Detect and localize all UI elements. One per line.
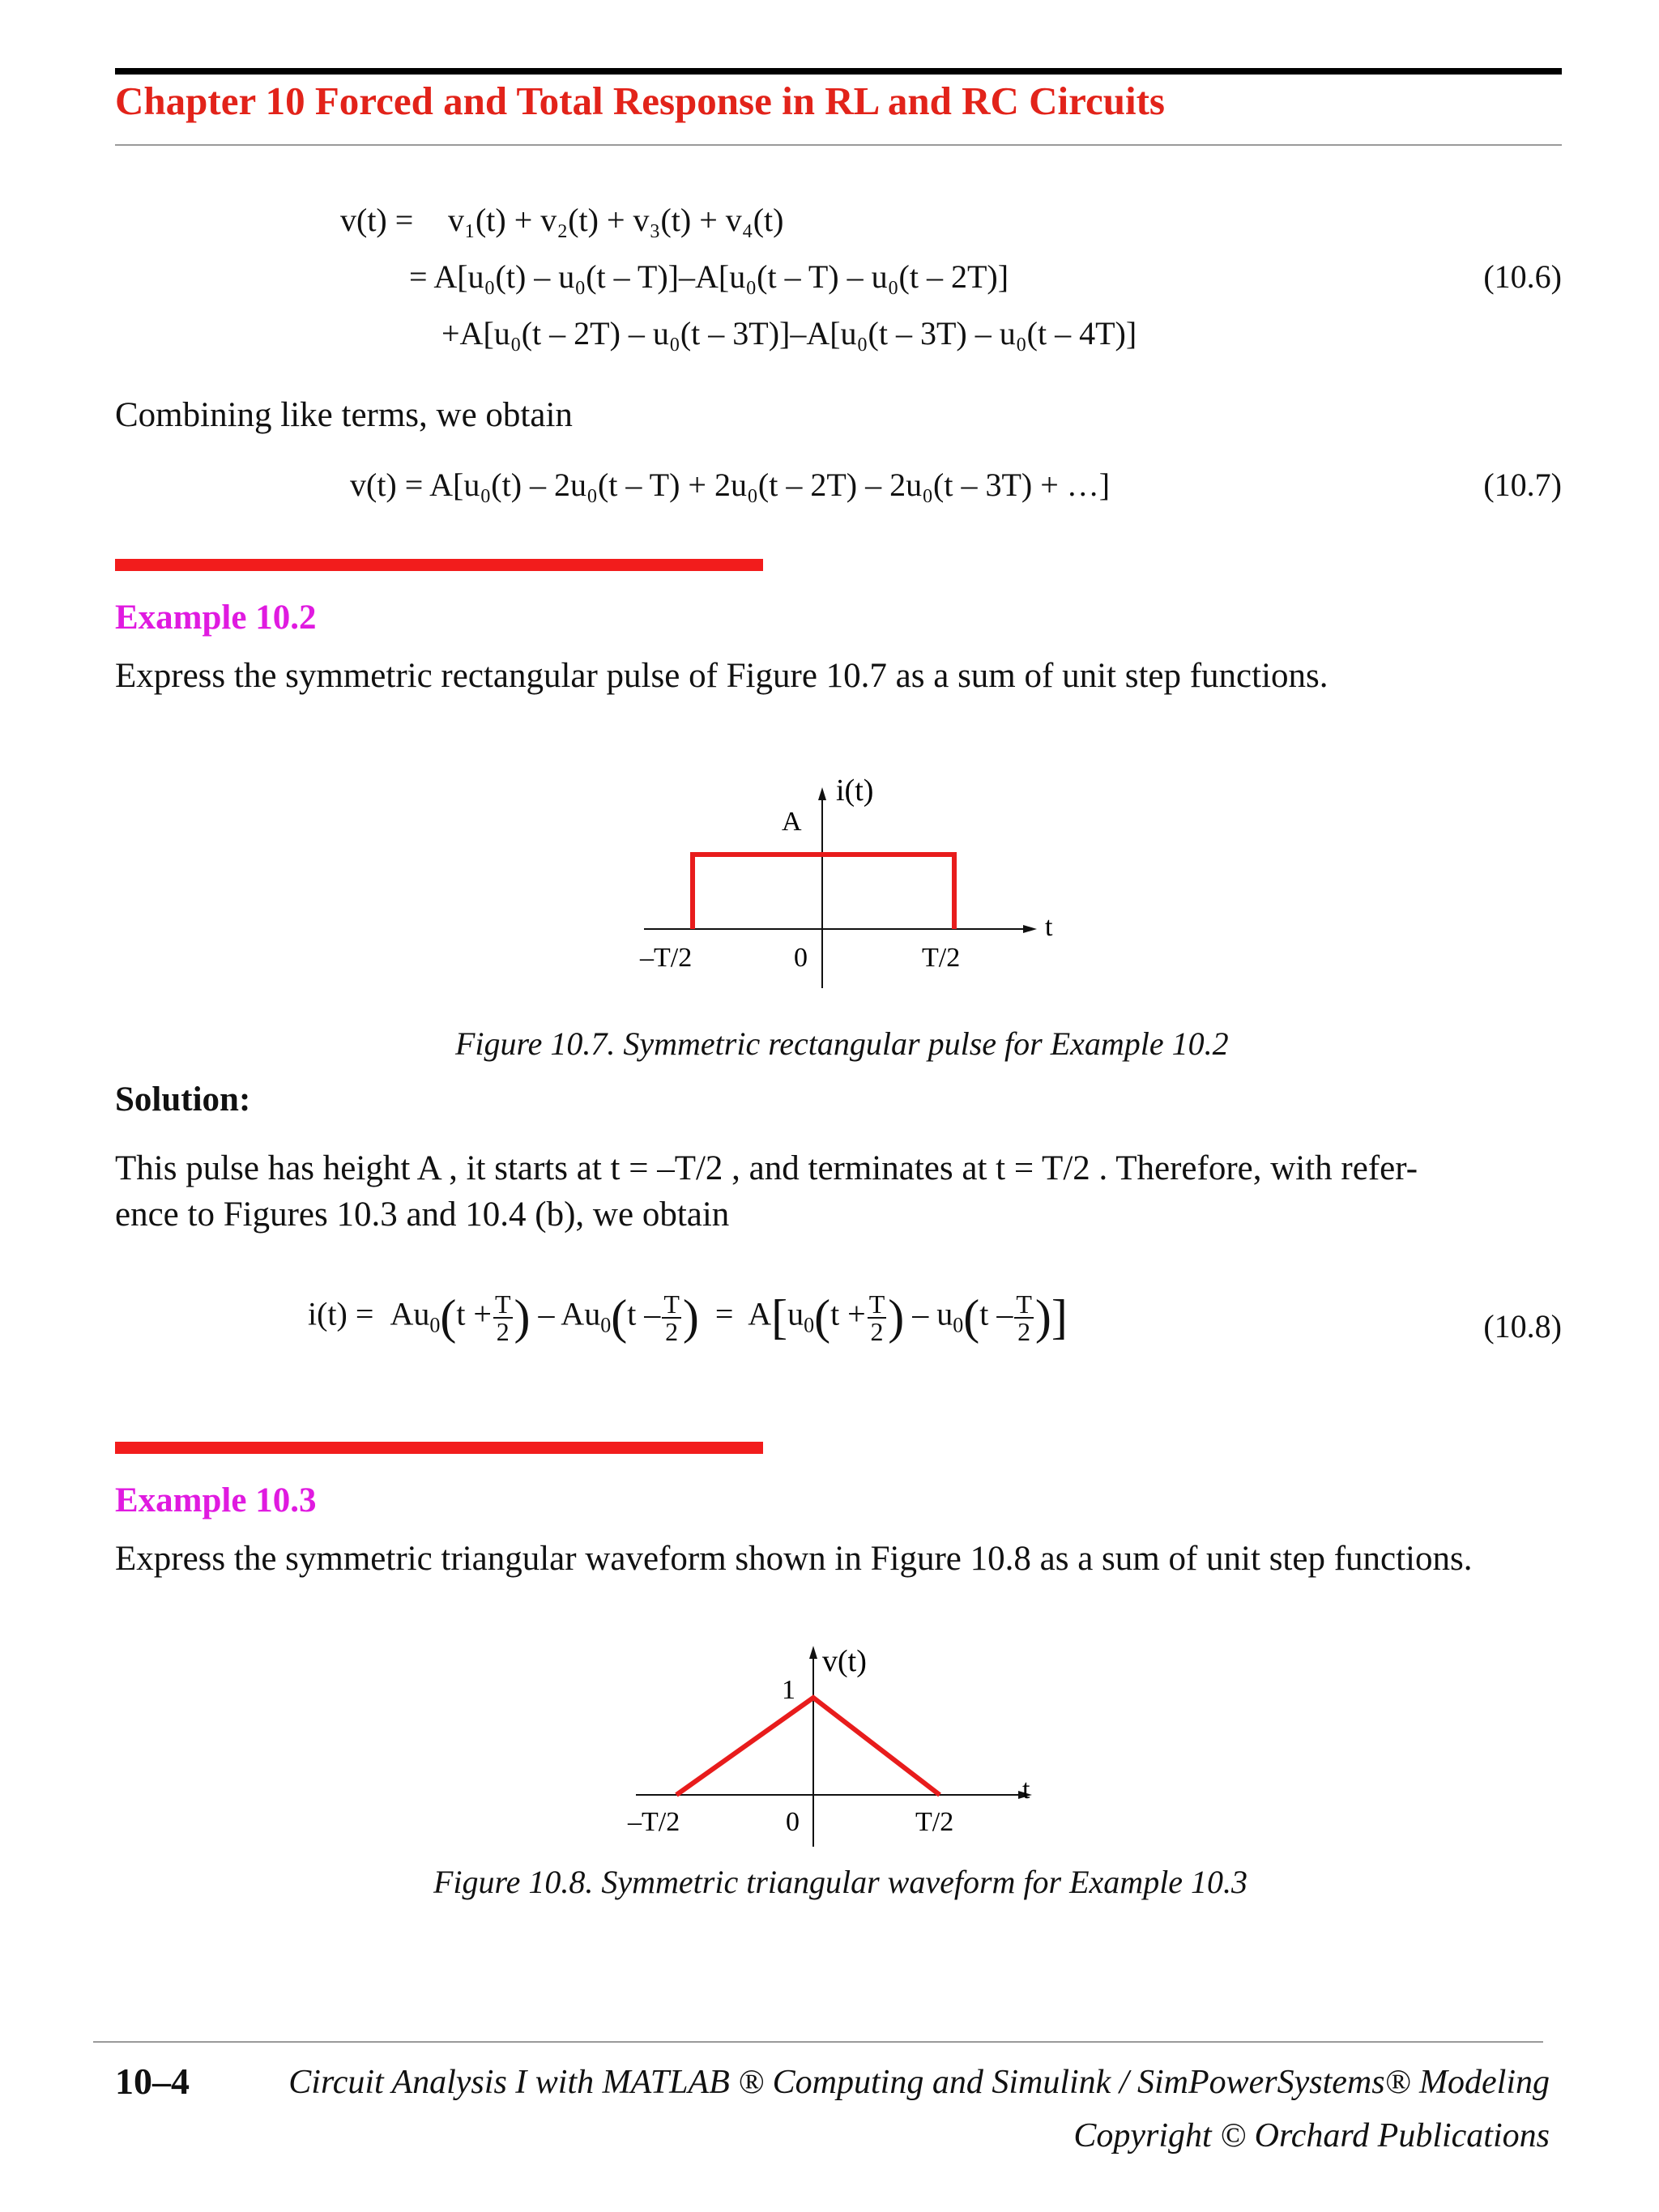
- eq-10-7-number: (10.7): [1483, 467, 1562, 503]
- eq-10-6-line3: +A[u₀(t – 2T) – u₀(t – 3T)]–A[u₀(t – 3T) – u₀(t – 4T)]: [441, 315, 1137, 352]
- fig7-x-label: t: [1045, 912, 1053, 942]
- header-top-rule: [115, 68, 1562, 75]
- eq-10-8-number: (10.8): [1483, 1308, 1562, 1345]
- solution-line2: ence to Figures 10.3 and 10.4 (b), we obtain: [115, 1196, 730, 1234]
- fig8-left-tick: –T/2: [628, 1807, 680, 1837]
- fig7-origin: 0: [794, 943, 808, 973]
- combining-text: Combining like terms, we obtain: [115, 396, 573, 434]
- fig7-height-label: A: [782, 807, 802, 837]
- fig7-left-tick: –T/2: [640, 943, 693, 973]
- eq-10-6-line1-lhs: v(t) =: [340, 202, 414, 238]
- fig8-peak-label: 1: [782, 1675, 795, 1705]
- fig7-pulse-waveform: [693, 855, 954, 929]
- eq-10-6-line2: = A[u₀(t) – u₀(t – T)]–A[u₀(t – T) – u₀(t – 2T)]: [409, 258, 1009, 295]
- eq-10-6-number: (10.6): [1483, 258, 1562, 295]
- fig7-right-tick: T/2: [922, 943, 961, 973]
- example-10-3-divider: [115, 1442, 763, 1454]
- fig7-y-label: i(t): [836, 774, 874, 808]
- example-10-3-statement: Express the symmetric triangular waveform shown in Figure 10.8 as a sum of unit step functions.: [115, 1540, 1473, 1578]
- footer-page-number: 10–4: [115, 2061, 190, 2102]
- example-10-2-divider: [115, 559, 763, 571]
- footer-rule: [93, 2041, 1543, 2043]
- example-10-3-title: Example 10.3: [115, 1481, 317, 1519]
- eq-10-8-lhs: i(t) =: [308, 1295, 374, 1332]
- footer-book-title: Circuit Analysis I with MATLAB ® Computing and Simulink / SimPowerSystems® Modeling: [288, 2064, 1550, 2101]
- figure-10-7-caption: Figure 10.7. Symmetric rectangular pulse for Example 10.2: [455, 1025, 1229, 1062]
- fig7-y-arrow: [818, 787, 826, 800]
- fig8-origin: 0: [786, 1807, 800, 1837]
- fig8-x-label: t: [1022, 1775, 1030, 1805]
- example-10-2-statement: Express the symmetric rectangular pulse of Figure 10.7 as a sum of unit step functions.: [115, 657, 1328, 695]
- solution-line1: This pulse has height A , it starts at t = –T/2 , and terminates at t = T/2 . Therefore, with refer-: [115, 1149, 1418, 1187]
- footer-copyright: Copyright © Orchard Publications: [1073, 2117, 1550, 2154]
- eq-10-7: v(t) = A[u₀(t) – 2u₀(t – T) + 2u₀(t – 2T) – 2u₀(t – 3T) + …]: [350, 467, 1111, 503]
- eq-10-6-line1-rhs: v₁(t) + v₂(t) + v₃(t) + v₄(t): [448, 202, 784, 238]
- solution-label: Solution:: [115, 1080, 251, 1119]
- chapter-title: Chapter 10 Forced and Total Response in RL and RC Circuits: [115, 79, 1165, 123]
- figure-10-8: [616, 1628, 1102, 1863]
- figure-10-7: [616, 769, 1102, 996]
- example-10-2-title: Example 10.2: [115, 599, 317, 637]
- figure-10-8-caption: Figure 10.8. Symmetric triangular waveform for Example 10.3: [433, 1864, 1248, 1900]
- eq-10-8: $i(t) = Au_0(t$ + $\frac{T}{2}$ ) – $Au_0(t$ – $\frac{T}{2}$ ) = $A[u_0(t$ + $\frac{T}{2}$ ) – $u_0(t$ – $\frac{T}{2}$ )]: [308, 1289, 1068, 1346]
- fig7-x-arrow: [1023, 925, 1037, 933]
- fig8-right-tick: T/2: [915, 1807, 954, 1837]
- fig8-y-arrow: [809, 1646, 817, 1659]
- header-bottom-rule: [115, 144, 1562, 146]
- fig8-triangle-waveform: [676, 1698, 940, 1795]
- fig8-y-label: v(t): [822, 1644, 867, 1678]
